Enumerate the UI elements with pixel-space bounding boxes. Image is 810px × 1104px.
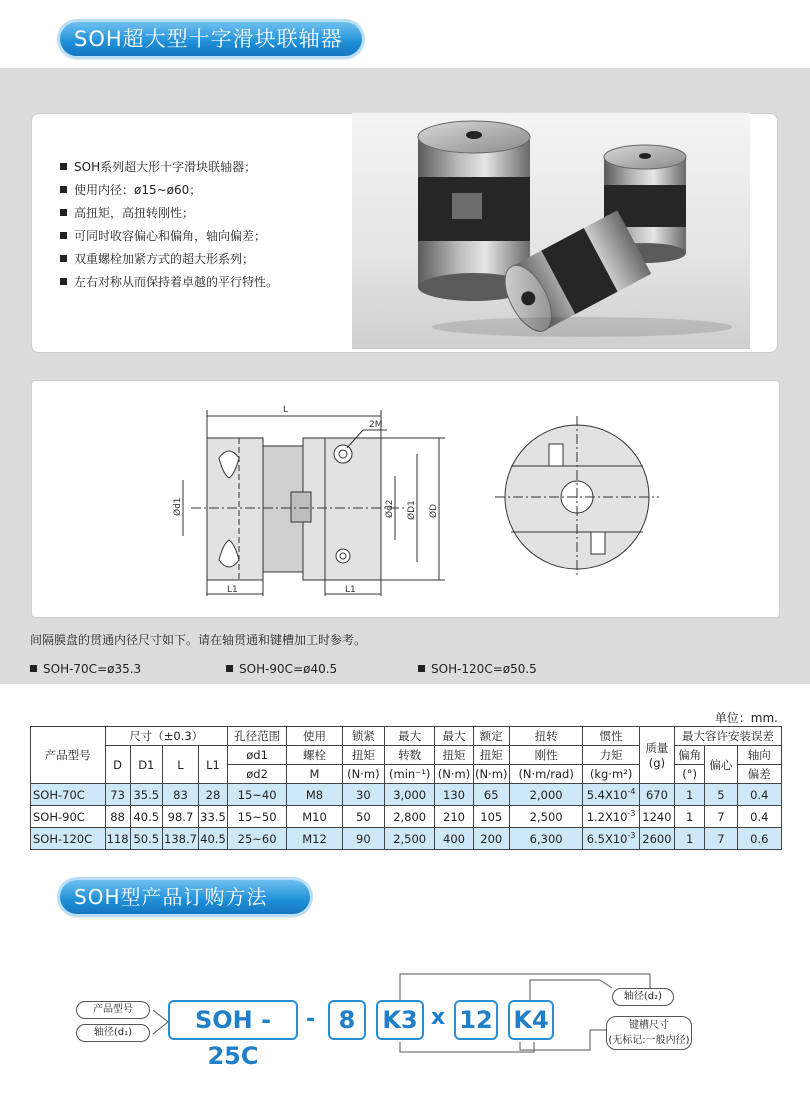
th-mass [639, 727, 674, 784]
th-mass-label: 质量 [645, 741, 669, 755]
cell-D1: 50.5 [130, 828, 162, 850]
dim-label-d2: Ød2 [385, 499, 395, 518]
th-offset: 偏心 [705, 746, 737, 784]
inertia-exp: -3 [627, 831, 636, 841]
bore-note: 间隔膜盘的贯通内径尺寸如下。请在轴贯通和键槽加工时参考。 [30, 633, 367, 647]
order-k3-code: K3 [376, 1000, 424, 1040]
cell-bolt: M10 [287, 806, 342, 828]
cell-bolt: M12 [287, 828, 342, 850]
cell-inertia [583, 784, 639, 806]
inertia-base: 5.4X10 [586, 787, 628, 802]
th-inertia-unit: (kg·m²) [583, 765, 639, 784]
unit-label: 单位：mm. [714, 711, 778, 725]
cell-offset: 5 [705, 784, 737, 806]
cell-L: 138.7 [162, 828, 198, 850]
cell-inertia [583, 806, 639, 828]
th-tolerance: 最大容许安装误差 [675, 727, 782, 746]
order-d1-code: 8 [328, 1000, 366, 1040]
cell-model: SOH-70C [31, 784, 106, 806]
th-axial-2: 偏差 [737, 765, 781, 784]
th-angle: 偏角 [675, 746, 705, 765]
cell-lock: 50 [342, 806, 384, 828]
th-stiffness-unit: (N·m/rad) [509, 765, 583, 784]
cell-D1: 40.5 [130, 806, 162, 828]
th-inertia: 惯性 [583, 727, 639, 746]
bore-item-70c: SOH-70C=ø35.3 [30, 662, 141, 676]
th-bore-d2: ød2 [227, 765, 286, 784]
cell-bore: 15~40 [227, 784, 286, 806]
th-angle-unit: (°) [675, 765, 705, 784]
cell-mass: 670 [639, 784, 674, 806]
cell-L1: 28 [199, 784, 228, 806]
cell-axial: 0.6 [737, 828, 781, 850]
cell-model: SOH-120C [31, 828, 106, 850]
cell-angle: 1 [675, 828, 705, 850]
th-D1: D1 [130, 746, 162, 784]
cell-offset: 7 [705, 828, 737, 850]
th-dims: 尺寸（±0.3） [105, 727, 227, 746]
inertia-exp: -3 [627, 809, 636, 819]
order-x: x [431, 1005, 446, 1030]
inertia-base: 6.5X10 [586, 831, 628, 846]
section-title: SOH超大型十字滑块联轴器 [60, 22, 362, 56]
spec-table [30, 726, 782, 850]
th-L: L [162, 746, 198, 784]
bore-item-120c: SOH-120C=ø50.5 [418, 662, 537, 676]
cell-stiffness: 2,500 [509, 806, 583, 828]
cell-bore: 15~50 [227, 806, 286, 828]
order-section-title: SOH型产品订购方法 [60, 880, 310, 914]
table-row [31, 784, 782, 806]
th-max-speed: 最大 [385, 727, 435, 746]
tag-keyway-line1: 键槽尺寸 [629, 1020, 669, 1031]
cell-speed: 2,500 [385, 828, 435, 850]
cell-L1: 40.5 [199, 828, 228, 850]
cell-speed: 2,800 [385, 806, 435, 828]
cell-bolt: M8 [287, 784, 342, 806]
order-dash: - [306, 1007, 316, 1032]
th-lock-torque: 锁紧 [342, 727, 384, 746]
bore-item-90c: SOH-90C=ø40.5 [226, 662, 337, 676]
tag-keyway-line2: (无标记:一般内径) [608, 1035, 690, 1046]
inertia-exp: -4 [627, 787, 636, 797]
table-row [31, 828, 782, 850]
cell-max-torque: 210 [435, 806, 473, 828]
th-rated-torque: 额定 [473, 727, 509, 746]
tag-model: 产品型号 [76, 1001, 150, 1019]
th-max-speed-unit: (min⁻¹) [385, 765, 435, 784]
order-k4-code: K4 [508, 1000, 554, 1040]
cell-L1: 33.5 [199, 806, 228, 828]
th-bore-range: 孔径范围 [227, 727, 286, 746]
th-lock-torque-2: 扭矩 [342, 746, 384, 765]
cell-mass: 1240 [639, 806, 674, 828]
cell-D: 88 [105, 806, 130, 828]
cell-D1: 35.5 [130, 784, 162, 806]
th-stiffness: 扭转 [509, 727, 583, 746]
feature-item: 可同时收容偏心和偏角，轴向偏差； [60, 225, 278, 248]
cell-L: 83 [162, 784, 198, 806]
th-bolt-2: 螺栓 [287, 746, 342, 765]
cell-offset: 7 [705, 806, 737, 828]
th-stiffness-2: 刚性 [509, 746, 583, 765]
tag-keyway [606, 1016, 692, 1050]
dim-label-L1-left: L1 [227, 585, 238, 595]
tag-d2: 轴径(d₂) [612, 988, 674, 1006]
th-max-torque-2: 扭矩 [435, 746, 473, 765]
dim-label-L1-right: L1 [345, 585, 356, 595]
feature-item: 左右对称从而保持着卓越的平行特性。 [60, 271, 278, 294]
cell-axial: 0.4 [737, 806, 781, 828]
th-mass-unit: (g) [648, 756, 666, 770]
cell-L: 98.7 [162, 806, 198, 828]
feature-item: 使用内径：ø15~ø60； [60, 179, 278, 202]
th-model: 产品型号 [31, 727, 106, 784]
coupling-illustration [352, 113, 750, 349]
th-D: D [105, 746, 130, 784]
feature-list [60, 156, 278, 294]
feature-item: 高扭矩，高扭转刚性； [60, 202, 278, 225]
dim-label-2M: 2M [369, 420, 383, 430]
cell-mass: 2600 [639, 828, 674, 850]
cell-rated-torque: 200 [473, 828, 509, 850]
cell-angle: 1 [675, 784, 705, 806]
th-bolt-unit: M [287, 765, 342, 784]
dim-label-L: L [283, 405, 289, 415]
technical-drawing [31, 380, 780, 618]
cell-lock: 90 [342, 828, 384, 850]
th-max-speed-2: 转数 [385, 746, 435, 765]
cell-axial: 0.4 [737, 784, 781, 806]
inertia-base: 1.2X10 [586, 809, 628, 824]
cell-lock: 30 [342, 784, 384, 806]
cell-D: 73 [105, 784, 130, 806]
tag-d1: 轴径(d₁) [76, 1024, 150, 1042]
order-d2-code: 12 [454, 1000, 498, 1040]
dim-label-d1: Ød1 [173, 497, 183, 516]
cell-bore: 25~60 [227, 828, 286, 850]
cell-angle: 1 [675, 806, 705, 828]
th-rated-torque-unit: (N·m) [473, 765, 509, 784]
cell-speed: 3,000 [385, 784, 435, 806]
cell-rated-torque: 105 [473, 806, 509, 828]
th-rated-torque-2: 扭矩 [473, 746, 509, 765]
cell-model: SOH-90C [31, 806, 106, 828]
cell-stiffness: 2,000 [509, 784, 583, 806]
feature-item: SOH系列超大形十字滑块联轴器； [60, 156, 278, 179]
cell-stiffness: 6,300 [509, 828, 583, 850]
cell-inertia [583, 828, 639, 850]
th-bolt: 使用 [287, 727, 342, 746]
th-max-torque-unit: (N·m) [435, 765, 473, 784]
table-row [31, 806, 782, 828]
cell-max-torque: 130 [435, 784, 473, 806]
th-axial: 轴向 [737, 746, 781, 765]
order-model-code: SOH - 25C [168, 1000, 298, 1040]
th-inertia-2: 力矩 [583, 746, 639, 765]
cell-rated-torque: 65 [473, 784, 509, 806]
dim-label-D: ØD [429, 503, 439, 518]
feature-item: 双重螺栓加紧方式的超大形系列； [60, 248, 278, 271]
cell-D: 118 [105, 828, 130, 850]
th-bore-d1: ød1 [227, 746, 286, 765]
dim-label-D1: ØD1 [407, 500, 417, 520]
cell-max-torque: 400 [435, 828, 473, 850]
th-lock-torque-unit: (N·m) [342, 765, 384, 784]
th-L1: L1 [199, 746, 228, 784]
th-max-torque: 最大 [435, 727, 473, 746]
product-photo [352, 113, 750, 349]
